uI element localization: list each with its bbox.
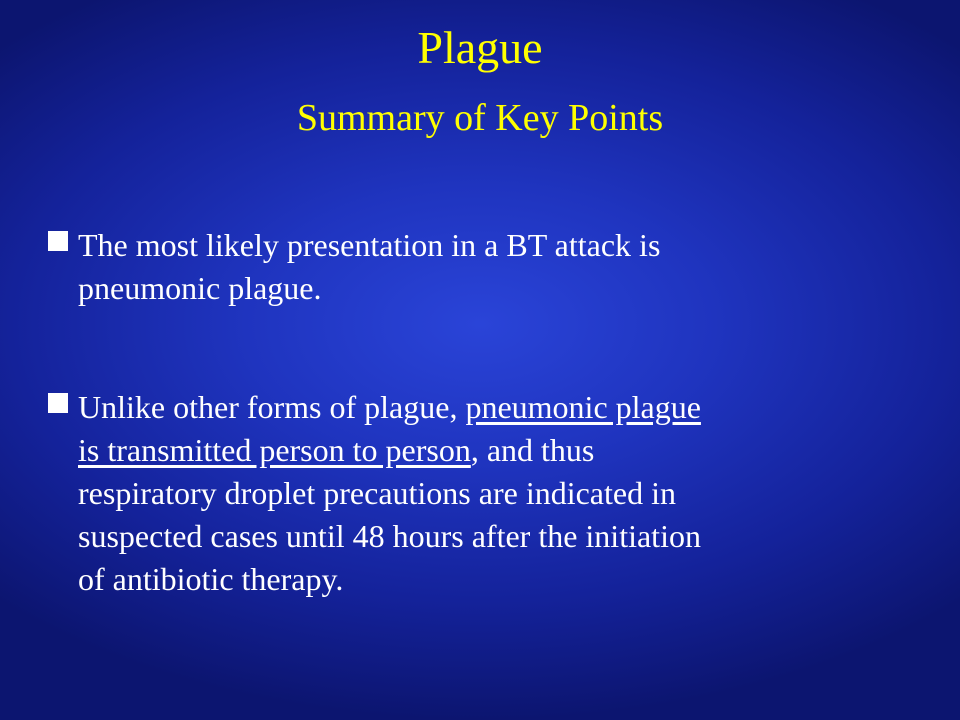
bullet-text: [78, 386, 888, 601]
slide-title: Plague: [417, 22, 543, 73]
bullet-text: The most likely presentation in a BT attack is pneumonic plague.: [78, 227, 661, 306]
bullet-item: [48, 224, 888, 310]
bullet-text-after: , and thus respiratory droplet precautions are indicated in suspected cases until 48 hours after the initiation of antibiotic therapy.: [78, 432, 701, 597]
square-bullet-icon: [48, 231, 68, 251]
square-bullet-icon: [48, 393, 68, 413]
underlined-text: pneumonic plague is transmitted person to person: [78, 389, 701, 468]
slide-subtitle: Summary of Key Points: [296, 97, 664, 139]
bullet-item: [48, 386, 888, 601]
bullet-text-before: Unlike other forms of plague,: [78, 389, 466, 425]
